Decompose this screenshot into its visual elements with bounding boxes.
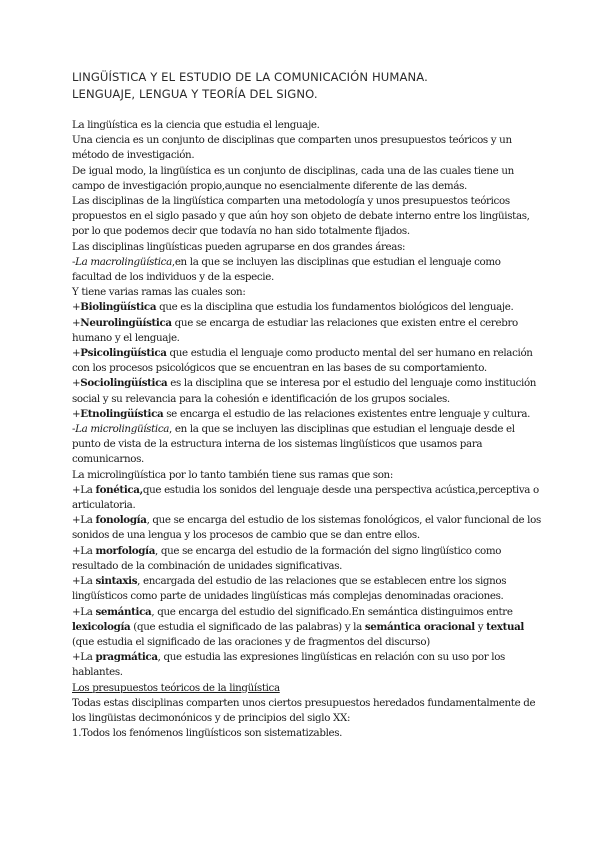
text: , que estudia las expresiones lingüísticas en relación con su uso por los hablantes.	[72, 651, 505, 679]
paragraph	[72, 605, 542, 651]
paragraph	[72, 513, 542, 543]
text: que estudia los sonidos del lenguaje desde una perspectiva acústica,perceptiva o articulatoria.	[72, 483, 539, 512]
term-morfologia: morfología	[95, 544, 156, 557]
term-fonetica: fonética,	[95, 483, 143, 496]
prefix: +	[72, 377, 81, 390]
term-neurolinguistica: Neurolingüística	[80, 316, 172, 329]
section-heading: Los presupuestos teóricos de la lingüística	[72, 681, 280, 694]
term-sintaxis: sintaxis	[95, 575, 138, 588]
document-body	[72, 118, 542, 741]
paragraph	[72, 300, 542, 315]
prefix: +	[72, 347, 81, 360]
term-pragmatica: pragmática	[95, 651, 158, 664]
text: se encarga el estudio de las relaciones existentes entre lenguaje y cultura.	[163, 407, 531, 420]
paragraph: Todas estas disciplinas comparten unos ciertos presupuestos heredados fundamentalmente de los lingüistas decimonónicos y de principios del siglo XX:	[72, 696, 536, 724]
title-line-1: LINGÜÍSTICA Y EL ESTUDIO DE LA COMUNICACIÓN HUMANA.	[72, 70, 428, 84]
text: ,en la que se incluyen las disciplinas que estudian el lenguaje como facultad de los individuos y de la especie.	[72, 255, 501, 284]
paragraph: La lingüística es la ciencia que estudia el lenguaje.	[72, 119, 320, 131]
prefix: +	[72, 316, 81, 329]
text: que estudia el lenguaje como producto mental del ser humano en relación con los procesos psicológicos que se encuentran en las bases de su comportamiento.	[72, 347, 533, 375]
text: , que encarga del estudio del significado.En semántica distinguimos entre	[151, 605, 513, 618]
paragraph: 1.Todos los fenómenos lingüísticos son sistematizables.	[72, 727, 343, 740]
paragraph: De igual modo, la lingüística es un conjunto de disciplinas, cada una de las cuales tiene un campo de investigación propio,aunque no esencialmente diferente de las demás.	[72, 164, 514, 192]
term-etnolinguistica: Etnolingüística	[80, 407, 164, 420]
text: , encargada del estudio de las relaciones que se establecen entre los signos lingüísticos como parte de unidades lingüísticas más complejas denominadas oraciones.	[72, 575, 507, 603]
paragraph	[72, 422, 542, 468]
paragraph	[72, 574, 542, 604]
term-semantica: semántica	[95, 605, 152, 618]
title-line-2: LENGUAJE, LENGUA Y TEORÍA DEL SIGNO.	[72, 87, 318, 101]
text: (que estudia el significado de las palabras) y la	[130, 620, 365, 633]
paragraph	[72, 483, 542, 513]
prefix: +La	[72, 605, 96, 618]
term-biolinguistica: Biolingüística	[80, 301, 157, 314]
text: que se encarga de estudiar las relaciones que existen entre el cerebro humano y el lenguaje.	[72, 316, 518, 344]
prefix: +La	[72, 575, 96, 588]
term-microlinguistica: La microlingüística	[75, 423, 170, 436]
document-title	[72, 69, 542, 103]
text: , en la que se incluyen las disciplinas que estudian el lenguaje desde el punto de vista de la estructura interna de los sistemas lingüísticos que usamos para comunicarnos.	[72, 423, 515, 466]
term-fonologia: fonología	[95, 514, 147, 527]
text: , que se encarga del estudio de la formación del signo lingüístico como resultado de la combinación de unidades significativas.	[72, 544, 502, 572]
term-sociolinguistica: Sociolingüística	[80, 377, 168, 390]
prefix: -	[72, 255, 76, 268]
paragraph	[72, 650, 542, 680]
paragraph: Una ciencia es un conjunto de disciplinas que comparten unos presupuestos teóricos y un método de investigación.	[72, 134, 512, 162]
text: que es la disciplina que estudia los fundamentos biológicos del lenguaje.	[156, 301, 514, 314]
term-macrolinguistica: La macrolingüística	[75, 255, 172, 268]
term-lexicologia: lexicología	[72, 620, 131, 633]
prefix: +La	[72, 514, 96, 527]
paragraph	[72, 407, 542, 422]
prefix: +La	[72, 651, 96, 664]
paragraph: Las disciplinas de la lingüística comparten una metodología y unos presupuestos teóricos propuestos en el siglo pasado y que aún hoy son objeto de debate interno entre los lingüistas, por lo que podemos decir que todavía no han sido totalmente fijados.	[72, 195, 530, 238]
paragraph: Las disciplinas lingüísticas pueden agruparse en dos grandes áreas:	[72, 240, 406, 253]
term-textual: textual	[486, 620, 524, 633]
text: (que estudia el significado de las oraciones y de fragmentos del discurso)	[72, 635, 430, 648]
prefix: +La	[72, 544, 96, 557]
paragraph	[72, 255, 542, 285]
term-semantica-oracional: semántica oracional	[364, 620, 475, 633]
text: es la disciplina que se interesa por el estudio del lenguaje como institución social y su relevancia para la cohesión e identificación de los grupos sociales.	[72, 377, 537, 405]
text: , que se encarga del estudio de los sistemas fonológicos, el valor funcional de los sonidos de una lengua y los procesos de cambio que se dan entre ellos.	[72, 514, 541, 542]
term-psicolinguistica: Psicolingüística	[80, 347, 167, 360]
paragraph	[72, 346, 542, 376]
paragraph	[72, 376, 542, 406]
paragraph: Y tiene varias ramas las cuales son:	[72, 286, 246, 299]
prefix: +	[72, 301, 81, 314]
paragraph	[72, 544, 542, 574]
paragraph: La microlingüística por lo tanto también tiene sus ramas que son:	[72, 468, 393, 481]
prefix: +	[72, 407, 81, 420]
prefix: -	[72, 423, 76, 436]
prefix: +La	[72, 483, 96, 496]
paragraph	[72, 316, 542, 346]
text: y	[474, 620, 487, 633]
